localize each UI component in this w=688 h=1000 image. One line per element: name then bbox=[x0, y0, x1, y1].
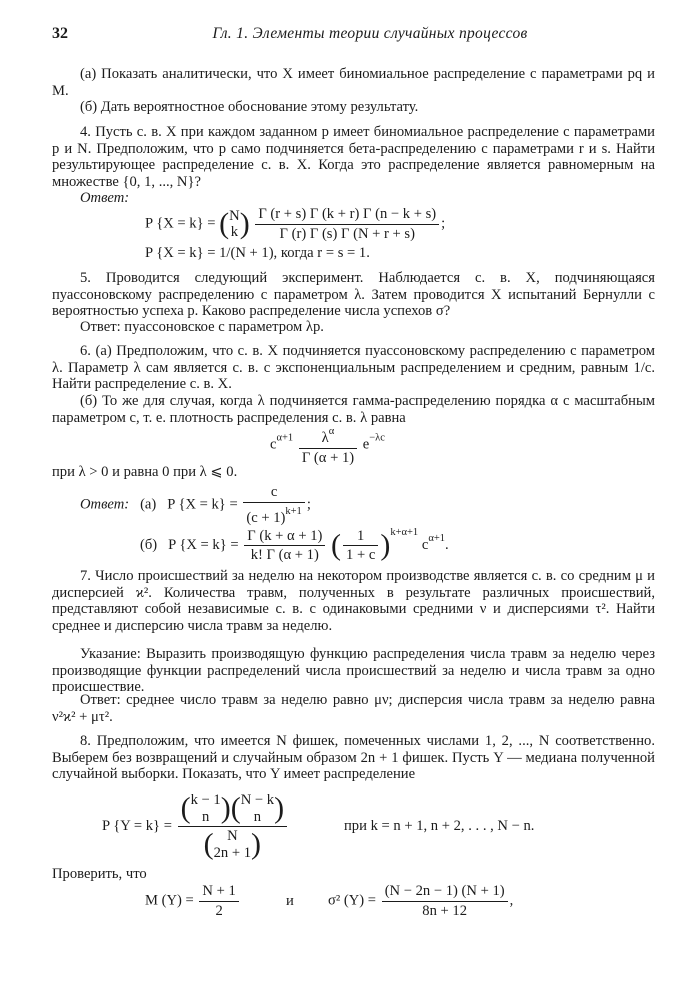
paren-right: ) bbox=[380, 528, 391, 562]
numerator: Γ (r + s) Γ (k + r) Γ (n − k + s) bbox=[258, 206, 437, 222]
paren-left: ( bbox=[180, 791, 191, 825]
denominator bbox=[178, 826, 288, 861]
punct: , bbox=[509, 892, 514, 909]
formula-lhs: M (Y) = bbox=[145, 892, 194, 909]
binom-bottom: n bbox=[202, 808, 210, 825]
numerator: c bbox=[270, 484, 278, 500]
exp-power: −λc bbox=[369, 432, 385, 444]
power: k+α+1 bbox=[390, 527, 419, 538]
formula-lhs: P {X = k} = bbox=[145, 215, 216, 232]
binom-bottom: n bbox=[253, 808, 262, 825]
denominator-base: (c + 1) bbox=[246, 509, 286, 526]
answer-label: Ответ: bbox=[80, 496, 130, 513]
numerator: 1 bbox=[357, 527, 365, 544]
numerator bbox=[178, 792, 288, 826]
denominator: 8n + 12 bbox=[382, 901, 508, 920]
exercise-5-text: 5. Проводится следующий эксперимент. Наблюдается с. в. X, подчиняющаяся пуассоновскому распределению с параметром λ. Затем проводится X испытаний Бернулли с вероятностью успеха p. Каково распределение числа успехов σ? bbox=[52, 270, 655, 320]
exercise-6-condition: при λ > 0 и равна 0 при λ ⩽ 0. bbox=[52, 464, 238, 480]
paren-right: ) bbox=[274, 791, 285, 825]
fraction bbox=[199, 883, 238, 919]
exercise-4-text: 4. Пусть с. в. X при каждом заданном p имеет биномиальное распределение с параметрами p и N. Предположим, что p само подчиняется бета-распределению с параметрами r и s. Найти результирующее распределение с. в. X. Когда это распределение является равномерным на множестве {0, 1, ..., N}? bbox=[52, 124, 655, 190]
variance-formula bbox=[328, 883, 513, 919]
part-a-text: (а) Показать аналитически, что X имеет биномиальное распределение с параметрами pq и M. bbox=[52, 66, 655, 99]
exercise-7-hint: Указание: Выразить производящую функцию распределения числа травм за неделю через производящие функции распределений числа происшествий за неделю и числа травм за одно происшествие. bbox=[52, 646, 655, 696]
exercise-5-answer: Ответ: пуассоновское с параметром λp. bbox=[80, 319, 324, 335]
formula-lhs: P {X = k} = bbox=[167, 496, 238, 513]
inner-fraction bbox=[343, 528, 378, 564]
paren-right: ) bbox=[239, 206, 250, 240]
page-number: 32 bbox=[52, 25, 68, 42]
and-word: и bbox=[286, 893, 294, 909]
binom-top: N − k bbox=[240, 792, 275, 808]
punct: ; bbox=[306, 496, 311, 513]
denominator: 1 + c bbox=[343, 545, 378, 564]
exercise-6b-text: (б) То же для случая, когда λ подчиняется гамма-распределению порядка α с масштабным параметром c, т. е. плотность распределения с. в. λ равна bbox=[52, 393, 655, 426]
binom-top: k − 1 bbox=[190, 792, 221, 808]
fraction bbox=[299, 424, 357, 466]
fraction bbox=[382, 883, 508, 919]
density-c: c bbox=[270, 436, 277, 453]
numerator bbox=[299, 424, 357, 448]
binom-top: N bbox=[229, 207, 240, 224]
exercise-8-formula bbox=[102, 792, 289, 861]
exercise-6-answer-a bbox=[80, 484, 311, 526]
formula-lhs: P {Y = k} = bbox=[102, 818, 172, 835]
paren-left: ( bbox=[331, 528, 342, 562]
exercise-7-answer: Ответ: среднее число травм за неделю равно μν; дисперсия числа травм за неделю равна ν²ϰ² + μτ². bbox=[52, 692, 655, 725]
binom-bottom: 2n + 1 bbox=[213, 844, 252, 861]
numerator: (N − 2n − 1) (N + 1) bbox=[384, 883, 505, 899]
exercise-8-check: Проверить, что bbox=[52, 866, 147, 882]
fraction bbox=[255, 206, 439, 242]
fraction bbox=[243, 484, 304, 526]
binom-bottom: k bbox=[230, 224, 239, 241]
denominator: Γ (r) Γ (s) Γ (N + r + s) bbox=[255, 224, 439, 243]
fraction bbox=[178, 792, 288, 861]
density-c-power: α+1 bbox=[276, 432, 294, 444]
denominator: Γ (α + 1) bbox=[299, 448, 357, 467]
exercise-6a-text: 6. (а) Предположим, что с. в. X подчиняется пуассоновскому распределению с параметром λ. Параметр λ сам является с. в. с экспоненциальным распределением и средним, равным 1/c. Найти распределение с. в. X. bbox=[52, 343, 655, 393]
denominator-power: k+1 bbox=[285, 505, 302, 517]
exercise-7-text: 7. Число происшествий за неделю на некотором производстве является с. в. со средним μ и дисперсией ϰ². Количества травм, полученных в результате различных происшествий, представляют собой независимые с. в. с одинаковыми средними ν и дисперсиями τ². Найти среднее и дисперсию числа травм за неделю. bbox=[52, 568, 655, 634]
paren-right: ) bbox=[220, 791, 231, 825]
lambda-power: α bbox=[328, 426, 335, 437]
numerator: N + 1 bbox=[202, 883, 236, 899]
part-b-text: (б) Дать вероятностное обоснование этому результату. bbox=[80, 99, 419, 115]
paren-right: ) bbox=[251, 827, 262, 861]
punct: . bbox=[445, 537, 449, 553]
exercise-8-condition: при k = n + 1, n + 2, . . . , N − n. bbox=[344, 818, 535, 834]
denominator: 2 bbox=[199, 901, 238, 920]
formula-lhs: P {X = k} = bbox=[168, 537, 239, 553]
exp-e: e bbox=[362, 436, 370, 453]
binomial bbox=[229, 208, 240, 241]
exercise-8-text: 8. Предположим, что имеется N фишек, помеченных числами 1, 2, ..., N соответственно. Выберем без возвращений и случайным образом 2n + 1 фишек. Пусть Y — медиана полученной случайной выборки. Показать, что Y имеет распределение bbox=[52, 733, 655, 783]
mean-formula bbox=[145, 883, 241, 919]
denominator bbox=[243, 502, 304, 527]
binomial bbox=[191, 792, 221, 825]
punct: ; bbox=[441, 215, 446, 232]
binomial bbox=[241, 792, 274, 825]
running-header: Гл. 1. Элементы теории случайных процессов bbox=[212, 25, 528, 42]
paren-left: ( bbox=[230, 791, 241, 825]
binom-top: N bbox=[227, 828, 238, 845]
exercise-4-formula-1 bbox=[145, 206, 445, 242]
binomial bbox=[214, 828, 251, 861]
part-label: (а) bbox=[140, 496, 157, 513]
fraction bbox=[244, 528, 325, 564]
paren-left: ( bbox=[219, 206, 230, 240]
part-label: (б) bbox=[140, 537, 158, 553]
tail-power: α+1 bbox=[428, 533, 446, 544]
tail-c: c bbox=[421, 537, 429, 553]
paren-left: ( bbox=[203, 827, 214, 861]
formula-lhs: σ² (Y) = bbox=[328, 892, 377, 909]
exercise-6-answer-b bbox=[140, 525, 449, 564]
exercise-4-answer-label: Ответ: bbox=[80, 190, 130, 206]
denominator: k! Γ (α + 1) bbox=[244, 545, 325, 564]
gamma-density-formula bbox=[270, 424, 385, 466]
exercise-4-formula-2: P {X = k} = 1/(N + 1), когда r = s = 1. bbox=[145, 245, 370, 261]
numerator: Γ (k + α + 1) bbox=[247, 527, 323, 544]
lambda: λ bbox=[321, 430, 329, 446]
